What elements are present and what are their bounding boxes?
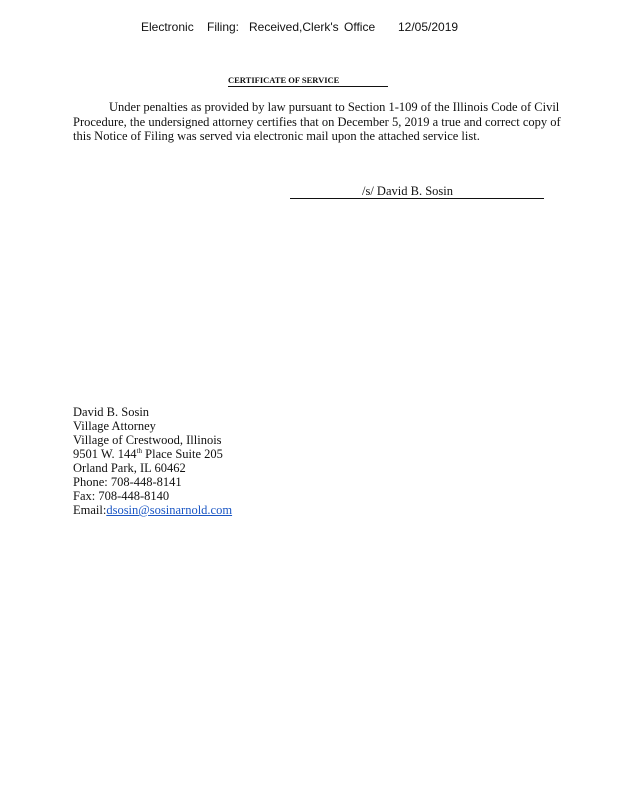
- header-date: 12/05/2019: [398, 20, 459, 34]
- contact-street: [73, 447, 232, 461]
- contact-block: [73, 405, 232, 517]
- electronic-filing-header: [141, 20, 458, 34]
- contact-name: David B. Sosin: [73, 405, 150, 419]
- email-link[interactable]: dsosin@sosinarnold.com: [106, 503, 233, 517]
- contact-fax: Fax: 708-448-8140: [73, 489, 170, 503]
- street-number: 9501 W. 144: [73, 447, 137, 461]
- contact-city: Orland Park, IL 60462: [73, 461, 186, 475]
- street-rest: Place Suite 205: [142, 447, 223, 461]
- certificate-title: CERTIFICATE OF SERVICE: [228, 75, 388, 87]
- signature-line: [290, 184, 544, 199]
- street-ordinal: th: [136, 447, 143, 455]
- contact-phone: Phone: 708-448-8141: [73, 475, 182, 489]
- contact-title: Village Attorney: [73, 419, 156, 433]
- header-electronic: Electronic: [141, 20, 194, 34]
- contact-email-row: [73, 503, 232, 517]
- header-filing: Filing:: [207, 20, 240, 34]
- header-received: Received,Clerk's: [249, 20, 339, 34]
- certificate-body: Under penalties as provided by law pursuant to Section 1-109 of the Illinois Code of Civil Procedure, the undersigned attorney certifies that on December 5, 2019 a true and correct copy of this Notice of Filing was served via electronic mail upon the attached service list.: [73, 100, 561, 143]
- email-label: Email:: [73, 503, 107, 517]
- signature-text: /s/ David B. Sosin: [362, 184, 453, 198]
- contact-organization: Village of Crestwood, Illinois: [73, 433, 222, 447]
- header-office: Office: [344, 20, 376, 34]
